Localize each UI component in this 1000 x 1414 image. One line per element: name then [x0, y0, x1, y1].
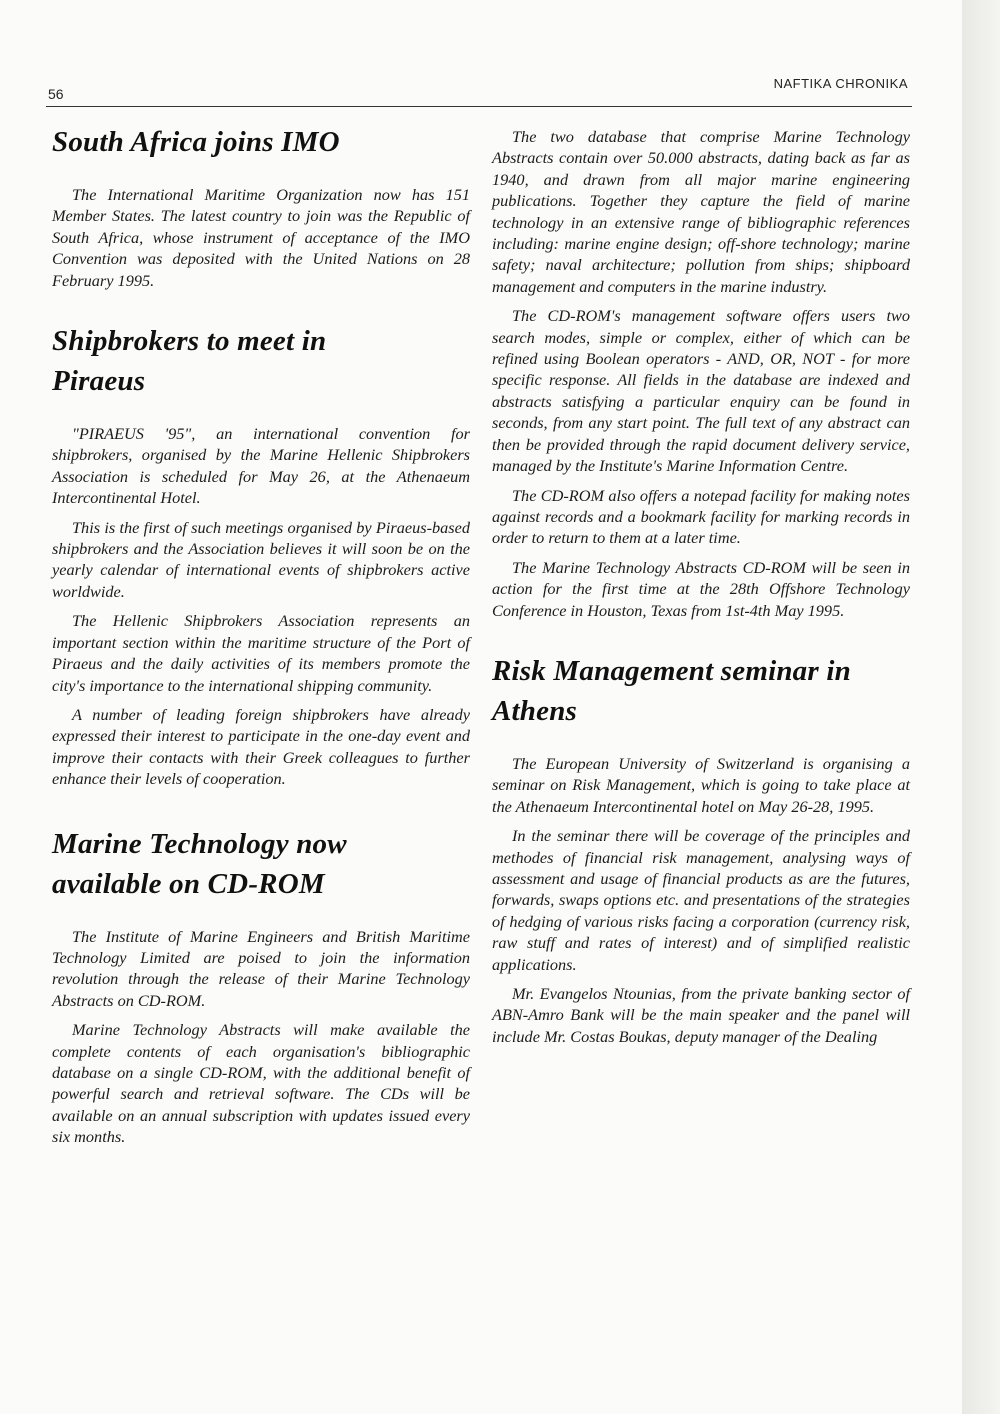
article-title-line: Athens [492, 694, 578, 727]
article-paragraph: The CD-ROM also offers a notepad facility for making notes against records and a bookmark facility for marking records in order to return to them at a later time. [492, 485, 910, 548]
article-risk-management [492, 651, 910, 1047]
article-paragraph: The Hellenic Shipbrokers Association represents an important section within the maritime structure of the Port of Piraeus and the daily activities of its members promote the city's importance to the international shipping community. [52, 611, 470, 695]
article-title-line: Shipbrokers to meet in [52, 325, 327, 358]
article-title-line: Risk Management seminar in [492, 654, 851, 687]
article-marine-technology [52, 824, 470, 1148]
article-paragraph: The CD-ROM's management software offers users two search modes, simple or complex, either of which can be refined using Boolean operators - AND, OR, NOT - for more specific response. All fields in the database are indexed and abstracts satisfying a particular enquiry can be found in seconds, from any start point. The full text of any abstract can then be provided through the rapid document delivery service, managed by the Institute's Marine Information Centre. [492, 306, 910, 476]
article-paragraph: A number of leading foreign shipbrokers have already expressed their interest to participate in the one-day event and improve their contacts with their Greek colleagues to further enhance their levels of cooperation. [52, 704, 470, 789]
left-column [52, 122, 470, 1156]
section-gap [492, 629, 910, 651]
article-shipbrokers [52, 321, 470, 790]
article-paragraph: This is the first of such meetings organised by Piraeus-based shipbrokers and the Association believes it will soon be on the yearly calendar of international events of shipbrokers active worldwide. [52, 517, 470, 601]
magazine-name: NAFTIKA CHRONIKA [773, 76, 908, 91]
article-paragraph: Mr. Evangelos Ntounias, from the private banking sector of ABN-Amro Bank will be the main speaker and the panel will include Mr. Costas Boukas, deputy manager of the Dealing [492, 984, 910, 1046]
article-title-line: available on CD-ROM [52, 867, 325, 900]
header-rule [46, 106, 912, 107]
article-title [52, 824, 470, 904]
page-edge-shadow [962, 0, 1000, 1414]
section-gap [52, 299, 470, 321]
article-paragraph: "PIRAEUS '95", an international convention for shipbrokers, organised by the Marine Hellenic Shipbrokers Association is scheduled for May 26, at the Athenaeum Intercontinental Hotel. [52, 424, 470, 508]
right-column [492, 126, 910, 1055]
article-paragraph: The Marine Technology Abstracts CD-ROM will be seen in action for the first time at the 28th Offshore Technology Conference in Houston, Texas from 1st-4th May 1995. [492, 557, 910, 620]
article-paragraph: The European University of Switzerland is organising a seminar on Risk Management, which is going to take place at the Athenaeum Intercontinental hotel on May 26-28, 1995. [492, 753, 910, 816]
article-title [52, 321, 470, 401]
section-gap [52, 798, 470, 824]
article-title-line: Marine Technology now [52, 827, 347, 860]
article-marine-technology-continued [492, 126, 910, 621]
article-title-line: Piraeus [52, 365, 146, 398]
article-south-africa [52, 122, 470, 291]
article-paragraph: The Institute of Marine Engineers and British Maritime Technology Limited are poised to join the information revolution through the release of their Marine Technology Abstracts on CD-ROM. [52, 926, 470, 1010]
article-paragraph: In the seminar there will be coverage of the principles and methodes of financial risk management, analysing ways of assessment and usage of financial products as are the futures, forwards, swaps options etc. and presentations of the strategies of hedging of various risks facing a corporation (currency risk, raw stuff and rates of interest) and of simplified realistic applications. [492, 826, 910, 974]
article-paragraph: Marine Technology Abstracts will make available the complete contents of each organisation's bibliographic database on a single CD-ROM, with the additional benefit of powerful search and retrieval software. The CDs will be available on an annual subscription with updates issued every six months. [52, 1020, 470, 1147]
page-number: 56 [48, 86, 64, 102]
article-paragraph: The International Maritime Organization now has 151 Member States. The latest country to join was the Republic of South Africa, whose instrument of acceptance of the IMO Convention was deposited with the United Nations on 28 February 1995. [52, 185, 470, 290]
article-title [492, 651, 910, 731]
article-paragraph: The two database that comprise Marine Technology Abstracts contain over 50.000 abstracts, dating back as far as 1940, and drawn from all major marine engineering publications. Together they capture the field of marine technology in an extensive range of bibliographic references including: marine engine design; off-shore technology; marine safety; naval architecture; pollution from ships; shipboard management and computers in the marine industry. [492, 127, 910, 296]
article-title: South Africa joins IMO [52, 126, 340, 158]
